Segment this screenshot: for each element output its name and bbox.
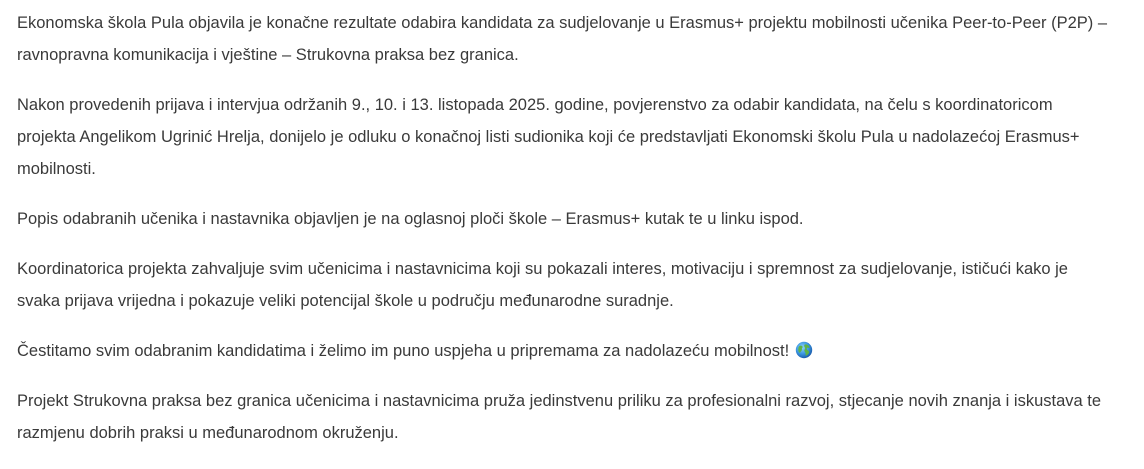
paragraph-project-description: Projekt Strukovna praksa bez granica učenicima i nastavnicima pruža jedinstvenu priliku za profesionalni razvoj, stjecanje novih znanja i iskustava te razmjenu dobrih praksi u međunarodnom okruženju. <box>17 392 1102 442</box>
paragraph-list-published: Popis odabranih učenika i nastavnika objavljen je na oglasnoj ploči škole – Erasmus+ kutak te u linku ispod. <box>17 210 804 228</box>
paragraph-thanks: Koordinatorica projekta zahvaljuje svim učenicima i nastavnicima koji su pokazali interes, motivaciju i spremnost za sudjelovanje, ističući kako je svaka prijava vrijedna i pokazuje veliki potencijal škole u području međunarodne suradnje. <box>17 260 1068 310</box>
globe-icon <box>795 341 813 359</box>
paragraph-announcement: Ekonomska škola Pula objavila je konačne rezultate odabira kandidata za sudjelovanje u Erasmus+ projektu mobilnosti učenika Peer-to-Peer (P2P) – ravnopravna komunikacija i vještine – Strukovna praksa bez granica. <box>17 14 1108 64</box>
paragraph-congratulations <box>17 335 1114 367</box>
paragraph-selection-process: Nakon provedenih prijava i intervjua održanih 9., 10. i 13. listopada 2025. godine, povjerenstvo za odabir kandidata, na čelu s koordinatoricom projekta Angelikom Ugrinić Hrelja, donijelo je odluku o konačnoj listi sudionika koji će predstavljati Ekonomski školu Pula u nadolazećoj Erasmus+ mobilnosti. <box>17 96 1080 178</box>
congratulations-text: Čestitamo svim odabranim kandidatima i želimo im puno uspjeha u pripremama za nadolazeću mobilnost! <box>17 342 790 360</box>
